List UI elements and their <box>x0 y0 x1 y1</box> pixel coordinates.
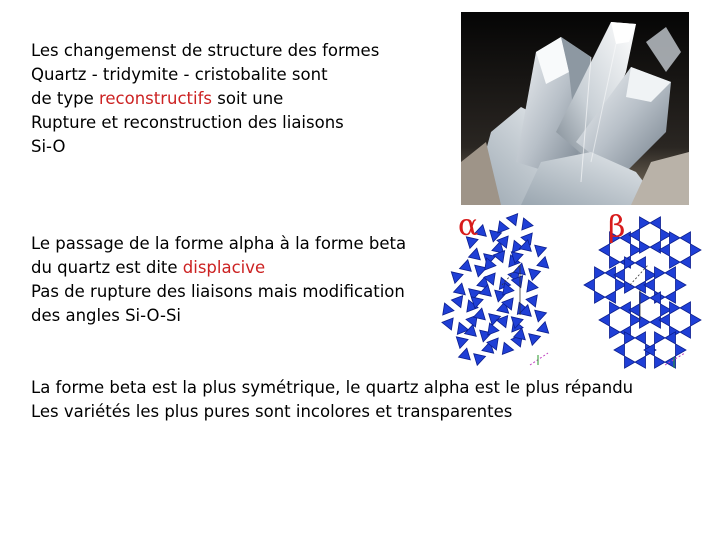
para1-line1: Les changemenst de structure des formes <box>31 41 380 60</box>
sio4-tetrahedron <box>595 291 606 303</box>
sio4-tetrahedron <box>529 334 541 346</box>
para1-line4: Rupture et reconstruction des liaisons <box>31 113 344 132</box>
sio4-tetrahedron <box>498 221 509 233</box>
sio4-tetrahedron <box>680 256 691 268</box>
sio4-tetrahedron <box>665 267 676 279</box>
sio4-tetrahedron <box>650 241 661 253</box>
para2-line2-before: du quartz est dite <box>31 258 183 277</box>
para2-line3: Pas de rupture des liaisons mais modification <box>31 282 405 301</box>
beta-quartz-structure <box>584 217 701 368</box>
beta-label: β <box>608 210 626 245</box>
quartz-alpha-beta-diagram <box>430 205 710 375</box>
sio4-tetrahedron <box>670 302 681 314</box>
reconstructive-term: reconstructifs <box>98 89 213 108</box>
alpha-label: α <box>458 208 479 243</box>
sio4-tetrahedron <box>595 267 606 279</box>
sio4-tetrahedron <box>454 283 466 295</box>
sio4-tetrahedron <box>650 316 661 328</box>
sio4-tetrahedron <box>670 256 681 268</box>
sio4-tetrahedron <box>610 256 621 268</box>
sio4-tetrahedron <box>443 303 454 315</box>
sio4-tetrahedron <box>655 332 666 344</box>
para2-line4: des angles Si-O-Si <box>31 306 182 325</box>
sio4-tetrahedron <box>625 281 636 293</box>
sio4-tetrahedron <box>670 232 681 244</box>
sio4-tetrahedron <box>635 356 646 368</box>
sio4-tetrahedron <box>475 265 487 277</box>
sio4-tetrahedron <box>459 348 471 360</box>
sio4-tetrahedron <box>610 326 621 338</box>
sio4-tetrahedron <box>625 356 636 368</box>
sio4-tetrahedron <box>451 272 463 284</box>
sio4-tetrahedron <box>599 314 610 326</box>
sio4-tetrahedron <box>442 318 453 330</box>
sio4-tetrahedron <box>605 267 616 279</box>
sio4-tetrahedron <box>537 322 549 334</box>
sio4-tetrahedron <box>529 269 541 281</box>
sio4-tetrahedron <box>640 241 651 253</box>
sio4-tetrahedron <box>522 218 533 230</box>
quartz-crystal-photo <box>461 12 689 205</box>
structure-change-paragraph <box>31 39 379 159</box>
para3-line2: Les variétés les plus pures sont incolores et transparentes <box>31 402 513 421</box>
sio4-tetrahedron <box>640 316 651 328</box>
sio4-tetrahedron <box>506 214 517 226</box>
sio4-tetrahedron <box>680 232 691 244</box>
sio4-tetrahedron <box>691 244 702 256</box>
sio4-tetrahedron <box>635 332 646 344</box>
sio4-tetrahedron <box>635 257 646 269</box>
displacive-paragraph <box>31 232 406 328</box>
sio4-tetrahedron <box>488 323 499 335</box>
sio4-tetrahedron <box>691 314 702 326</box>
sio4-tetrahedron <box>680 302 691 314</box>
sio4-tetrahedron <box>605 291 616 303</box>
sio4-tetrahedron <box>676 344 687 356</box>
sio4-tetrahedron <box>650 217 661 229</box>
quartz-crystal-image <box>461 12 689 205</box>
sio4-tetrahedron <box>610 302 621 314</box>
sio4-tetrahedron <box>456 337 468 349</box>
para1-line2: Quartz - tridymite - cristobalite sont <box>31 65 328 84</box>
displacive-term: displacive <box>182 258 266 277</box>
sio4-tetrahedron <box>640 217 651 229</box>
para2-line1: Le passage de la forme alpha à la forme beta <box>31 234 407 253</box>
tetrahedra-framework-svg <box>430 205 710 375</box>
sio4-tetrahedron <box>665 291 676 303</box>
sio4-tetrahedron <box>535 310 547 322</box>
para2-line2 <box>31 256 406 280</box>
sio4-tetrahedron <box>527 280 538 292</box>
sio4-tetrahedron <box>535 245 547 257</box>
para1-line5: Si-O <box>31 137 66 156</box>
summary-paragraph <box>31 376 633 424</box>
sio4-tetrahedron <box>620 302 631 314</box>
sio4-tetrahedron <box>640 292 651 304</box>
sio4-tetrahedron <box>474 354 486 366</box>
sio4-tetrahedron <box>614 344 625 356</box>
sio4-tetrahedron <box>584 279 595 291</box>
sio4-tetrahedron <box>676 279 687 291</box>
sio4-tetrahedron <box>537 257 549 269</box>
para1-line3-before: de type <box>31 89 99 108</box>
sio4-tetrahedron <box>655 267 666 279</box>
sio4-tetrahedron <box>460 260 472 272</box>
sio4-tetrahedron <box>451 296 462 308</box>
para3-line1: La forme beta est la plus symétrique, le quartz alpha est le plus répandu <box>31 378 634 397</box>
sio4-tetrahedron <box>469 248 481 260</box>
sio4-tetrahedron <box>599 244 610 256</box>
sio4-tetrahedron <box>680 326 691 338</box>
sio4-tetrahedron <box>655 356 666 368</box>
para1-line3 <box>31 87 379 111</box>
sio4-tetrahedron <box>502 342 513 354</box>
para1-line3-after: soit une <box>212 89 284 108</box>
sio4-tetrahedron <box>493 251 504 263</box>
